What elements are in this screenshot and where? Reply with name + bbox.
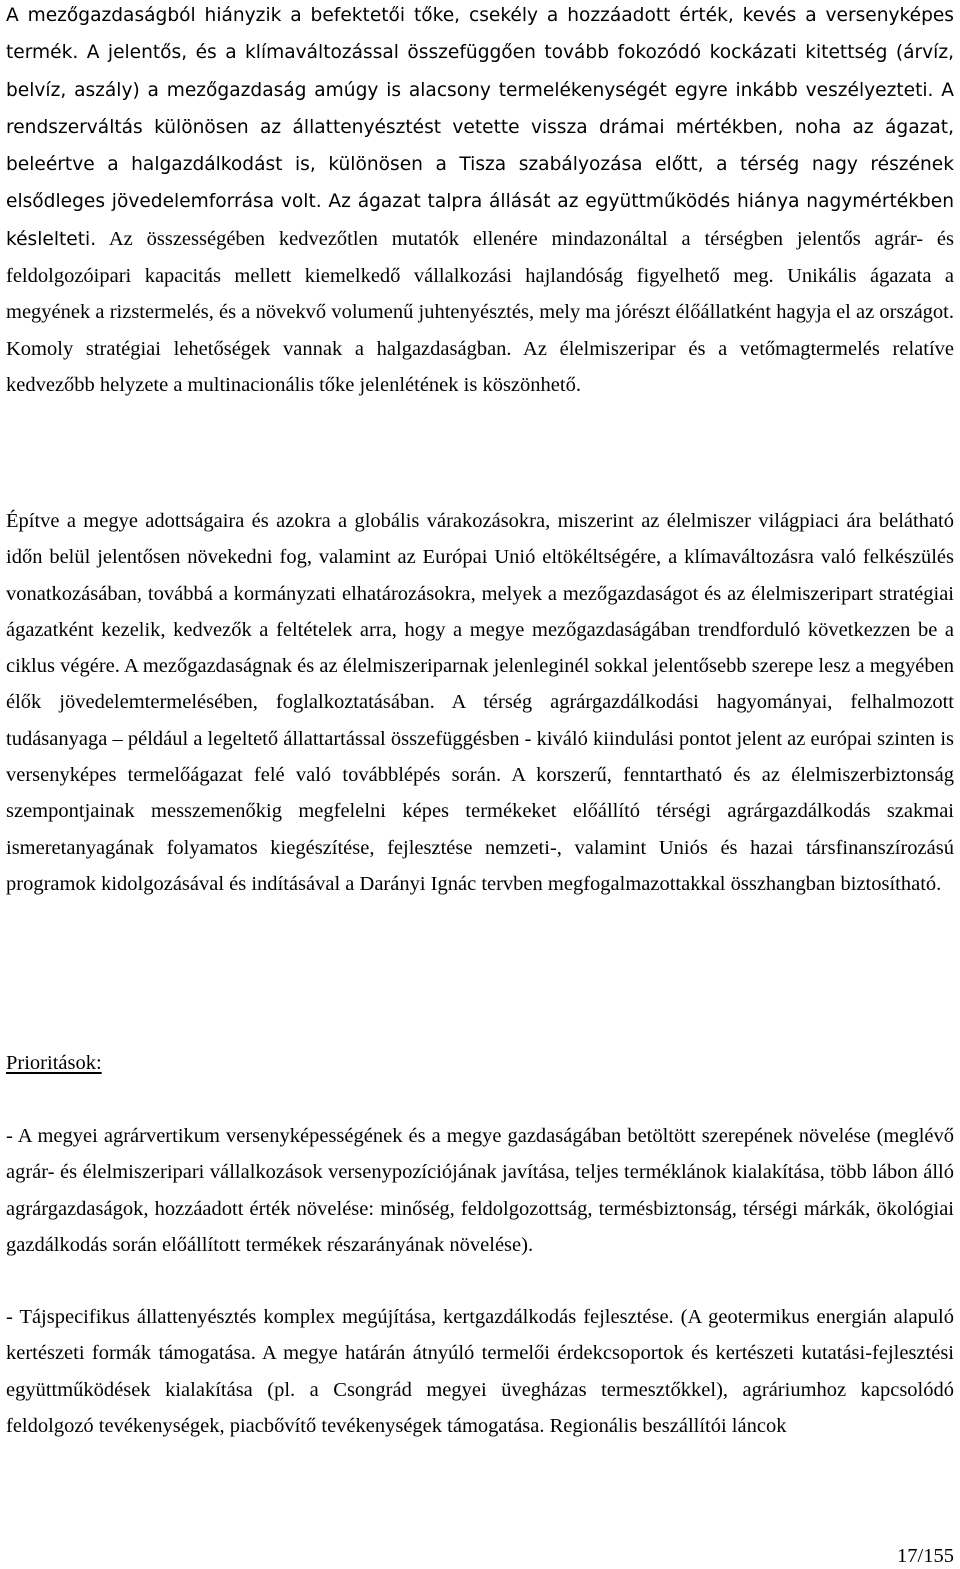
paragraph-1-serif-text: Az összességében kedvezőtlen mutatók ellenére mindazonáltal a térségben jelentős agrár- és feldolgozóipari kapacitás mellett kiemelkedő vállalkozási hajlandóság figyelhető meg. Unikális ágazata a megyének a rizstermelés, és a növekvő volumenű juhtenyésztés, mely ma jórészt élőállatként hagyja el az országot. Komoly stratégiai lehetőségek vannak a halgazdaságban. Az élelmiszeripar és a vetőmagtermelés relatíve kedvezőbb helyzete a multinacionális tőke jelenlétének is köszönhető. [6,227,954,396]
priority-item-2: - Tájspecifikus állattenyésztés komplex megújítása, kertgazdálkodás fejlesztése. (A geotermikus energián alapuló kertészeti formák támogatása. A megye határán átnyúló termelői érdekcsoportok és kertészeti kutatási-fejlesztési együttműködések kialakítása (pl. a Csongrád megyei üvegházas termesztőkkel), agráriumhoz kapcsolódó feldolgozó tevékenységek, piacbővítő tevékenységek támogatása. Regionális beszállítói láncok [6,1306,954,1437]
paragraph-1-sans-text: A mezőgazdaságból hiányzik a befektetői tőke, csekély a hozzáadott érték, kevés a versenyképes termék. A jelentős, és a klímaváltozással összefüggően tovább fokozódó kockázati kitettség (árvíz, belvíz, aszály) a mezőgazdaság amúgy is alacsony termelékenységét egyre inkább veszélyezteti. A rendszerváltás különösen az állattenyésztést vetette vissza drámai mértékben, noha az ágazat, beleértve a halgazdálkodást is, különösen a Tisza szabályozása előtt, a térség nagy részének elsődleges jövedelemforrása volt. Az ágazat talpra állását az együttműködés hiánya nagymértékben késlelteti. [6,5,954,250]
paragraph-outlook: Építve a megye adottságaira és azokra a globális várakozásokra, miszerint az élelmiszer világpiaci ára belátható időn belül jelentősen növekedni fog, valamint az Európai Unió eltökéltségére, a klímaváltozásra való felkészülés vonatkozásában, továbbá a kormányzati elhatározásokra, melyek a mezőgazdaságot és az élelmiszeripart stratégiai ágazatként kezelik, kedvezők a feltételek arra, hogy a megye mezőgazdaságában trendforduló következzen be a ciklus végére. A mezőgazdaságnak és az élelmiszeriparnak jelenleginél sokkal jelentősebb szerepe lesz a megyében élők jövedelemtermelésében, foglalkoztatásában. A térség agrárgazdálkodási hagyományai, felhalmozott tudásanyaga – például a legeltető állattartással összefüggésben - kiváló kiindulási pontot jelent az európai szinten is versenyképes termelőágazat felé való továbblépés során. A korszerű, fenntartható és az élelmiszerbiztonság szempontjainak messzemenőkig megfelelni képes termékeket előállító térségi agrárgazdálkodás szakmai ismeretanyagának folyamatos kiegészítése, fejlesztése nemzeti-, valamint Uniós és hazai társfinanszírozású programok kidolgozásával és indításával a Darányi Ignác tervben megfogalmazottakkal összhangban biztosítható. [6,510,954,895]
priority-item-1: - A megyei agrárvertikum versenyképességének és a megye gazdaságában betöltött szerepének növelése (meglévő agrár- és élelmiszeripari vállalkozások versenypozíciójának javítása, teljes terméklánok kialakítása, több lábon álló agrárgazdaságok, hozzáadott érték növelése: minőség, feldolgozottság, termésbiztonság, térségi márkák, ökológiai gazdálkodás során előállított termékek részarányának növelése). [6,1125,954,1256]
page-number: 17/155 [897,1545,954,1567]
priorities-heading: Prioritások: [6,1052,102,1074]
paragraph-agriculture-situation [6,0,954,403]
